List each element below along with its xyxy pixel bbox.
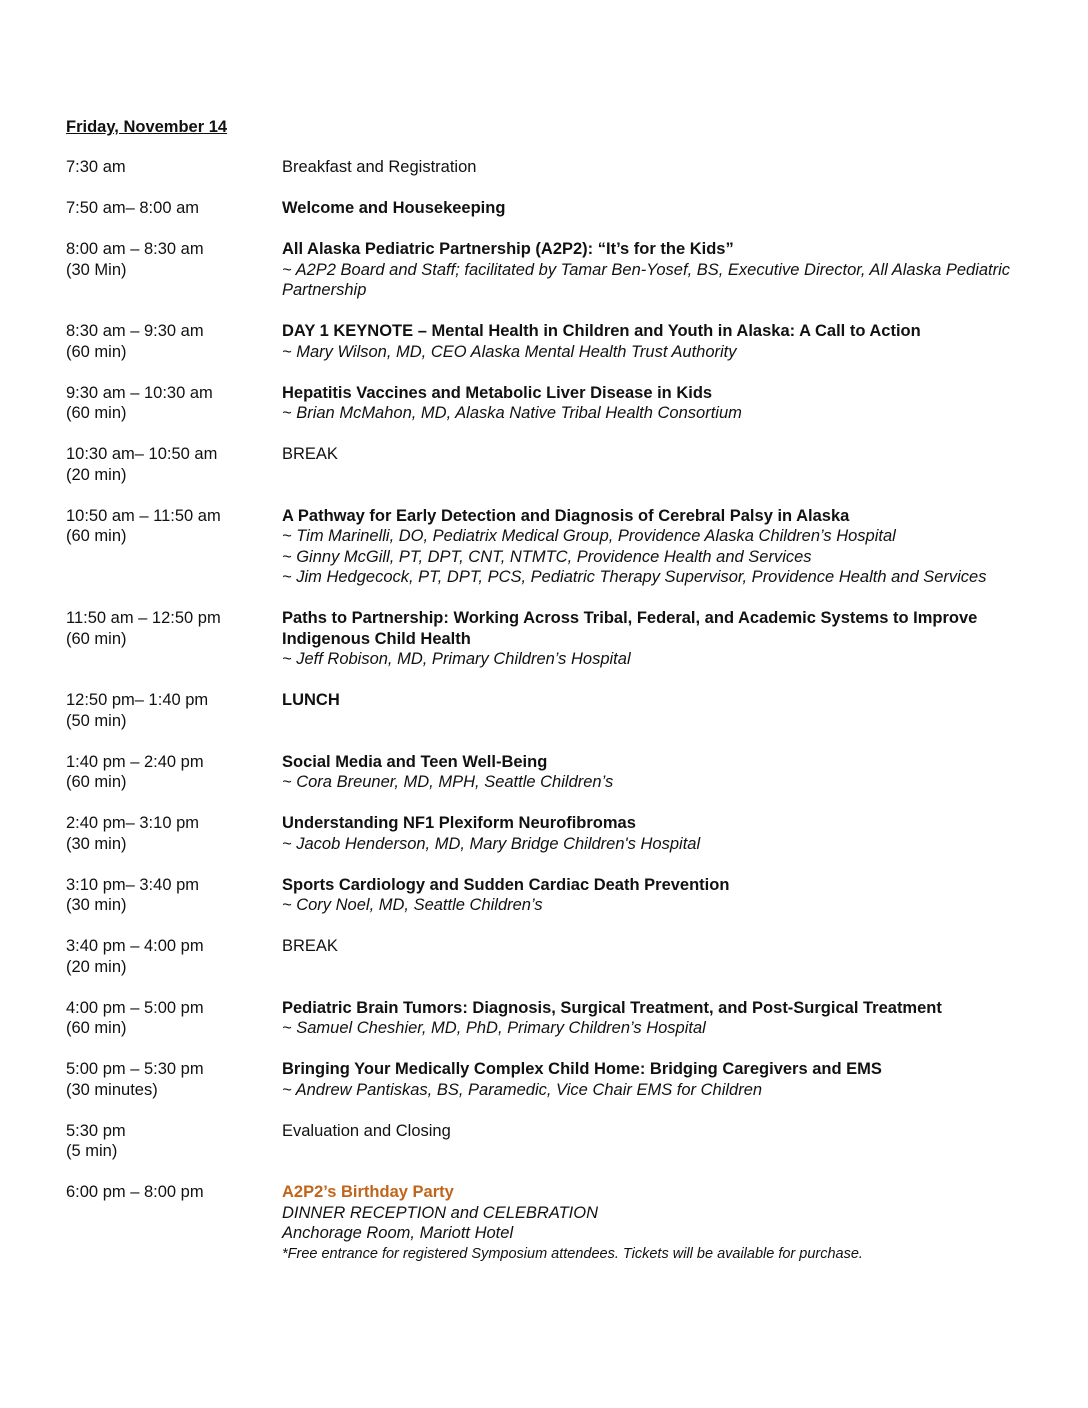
time-cell: [66, 506, 282, 588]
session-title: Sports Cardiology and Sudden Cardiac Death Prevention: [282, 875, 730, 894]
schedule-row: [66, 752, 1026, 793]
session-cell: [282, 813, 1026, 854]
time-cell: [66, 239, 282, 301]
schedule-row: [66, 690, 1026, 731]
speaker-line: ~ Brian McMahon, MD, Alaska Native Tribal Health Consortium: [282, 404, 742, 422]
time-cell: [66, 1182, 282, 1264]
session-cell: [282, 383, 1026, 424]
schedule-row: [66, 1121, 1026, 1162]
session-title: BREAK: [282, 937, 338, 955]
time-range: 10:30 am– 10:50 am: [66, 445, 218, 463]
session-title: Hepatitis Vaccines and Metabolic Liver Disease in Kids: [282, 383, 713, 402]
schedule-row: [66, 239, 1026, 301]
schedule-row: [66, 506, 1026, 588]
speaker-line: ~ Ginny McGill, PT, DPT, CNT, NTMTC, Providence Health and Services: [282, 547, 812, 566]
session-title: Understanding NF1 Plexiform Neurofibromas: [282, 814, 636, 832]
party-location: Anchorage Room, Mariott Hotel: [282, 1224, 514, 1242]
duration: (60 min): [66, 404, 127, 422]
speaker-line: ~ Cora Breuner, MD, MPH, Seattle Children’s: [282, 773, 614, 791]
speaker-line: ~ Jim Hedgecock, PT, DPT, PCS, Pediatric Therapy Supervisor, Providence Health and Services: [282, 568, 987, 586]
duration: (60 min): [66, 773, 127, 791]
time-range: 7:50 am– 8:00 am: [66, 199, 199, 217]
time-cell: [66, 1121, 282, 1162]
speaker-line: ~ Cory Noel, MD, Seattle Children’s: [282, 896, 543, 914]
schedule-row: [66, 321, 1026, 362]
duration: (30 min): [66, 834, 127, 853]
speaker-line: ~ Jeff Robison, MD, Primary Children’s Hospital: [282, 650, 631, 668]
schedule-row: [66, 1059, 1026, 1100]
session-cell: [282, 875, 1026, 916]
session-title: Breakfast and Registration: [282, 158, 477, 176]
session-title: Welcome and Housekeeping: [282, 199, 506, 217]
time-cell: [66, 875, 282, 916]
session-cell: [282, 506, 1026, 588]
speaker-line: ~ Andrew Pantiskas, BS, Paramedic, Vice Chair EMS for Children: [282, 1080, 763, 1099]
time-cell: [66, 157, 282, 178]
session-title: Evaluation and Closing: [282, 1121, 451, 1140]
session-title: All Alaska Pediatric Partnership (A2P2): “It’s for the Kids”: [282, 240, 734, 258]
session-cell: [282, 321, 1026, 362]
duration: (60 min): [66, 629, 127, 648]
time-range: 8:30 am – 9:30 am: [66, 322, 204, 340]
agenda-page: [66, 117, 1026, 1284]
time-range: 8:00 am – 8:30 am: [66, 240, 204, 258]
speaker-line: ~ A2P2 Board and Staff; facilitated by Tamar Ben-Yosef, BS, Executive Director, All Alaska Pediatric Partnership: [282, 260, 1011, 299]
time-range: 5:30 pm: [66, 1121, 126, 1140]
schedule-list: [66, 157, 1026, 1162]
duration: (30 minutes): [66, 1080, 158, 1099]
session-cell: [282, 444, 1026, 485]
party-line-1: DINNER RECEPTION and CELEBRATION: [282, 1203, 599, 1222]
time-cell: [66, 813, 282, 854]
time-range: 3:10 pm– 3:40 pm: [66, 875, 199, 894]
time-range: 1:40 pm – 2:40 pm: [66, 752, 204, 771]
time-range: 9:30 am – 10:30 am: [66, 383, 213, 402]
duration: (30 min): [66, 896, 127, 914]
session-cell: [282, 239, 1026, 301]
time-cell: [66, 608, 282, 670]
schedule-row-party: [66, 1182, 1026, 1264]
speaker-line: ~ Mary Wilson, MD, CEO Alaska Mental Health Trust Authority: [282, 342, 737, 361]
session-title: Paths to Partnership: Working Across Tribal, Federal, and Academic Systems to Improve Indigenous Child Health: [282, 609, 978, 648]
party-title: A2P2’s Birthday Party: [282, 1183, 454, 1201]
time-range: 4:00 pm – 5:00 pm: [66, 998, 204, 1017]
time-range: 2:40 pm– 3:10 pm: [66, 814, 199, 832]
time-cell: [66, 444, 282, 485]
speaker-line: ~ Tim Marinelli, DO, Pediatrix Medical Group, Providence Alaska Children’s Hospital: [282, 527, 896, 545]
schedule-row: [66, 936, 1026, 977]
time-range: 12:50 pm– 1:40 pm: [66, 691, 209, 709]
schedule-row: [66, 198, 1026, 219]
duration: (60 min): [66, 342, 127, 361]
duration: (20 min): [66, 957, 127, 976]
schedule-row: [66, 813, 1026, 854]
session-cell: [282, 1059, 1026, 1100]
duration: (30 Min): [66, 260, 127, 279]
speaker-line: ~ Jacob Henderson, MD, Mary Bridge Children's Hospital: [282, 834, 701, 853]
time-range: 5:00 pm – 5:30 pm: [66, 1060, 204, 1078]
session-cell: [282, 1182, 1026, 1264]
time-range: 11:50 am – 12:50 pm: [66, 609, 221, 627]
time-cell: [66, 198, 282, 219]
session-cell: [282, 608, 1026, 670]
duration: (5 min): [66, 1142, 118, 1160]
duration: (20 min): [66, 465, 127, 484]
session-cell: [282, 936, 1026, 977]
time-cell: [66, 690, 282, 731]
session-cell: [282, 690, 1026, 731]
duration: (60 min): [66, 1019, 127, 1037]
time-cell: [66, 936, 282, 977]
schedule-row: [66, 444, 1026, 485]
session-title: A Pathway for Early Detection and Diagnosis of Cerebral Palsy in Alaska: [282, 506, 850, 525]
session-cell: [282, 198, 1026, 219]
session-title: Social Media and Teen Well-Being: [282, 752, 548, 771]
time-range: 10:50 am – 11:50 am: [66, 506, 221, 525]
time-cell: [66, 998, 282, 1039]
session-title: BREAK: [282, 445, 338, 463]
schedule-row: [66, 383, 1026, 424]
time-range: 3:40 pm – 4:00 pm: [66, 937, 204, 955]
session-title: DAY 1 KEYNOTE – Mental Health in Children and Youth in Alaska: A Call to Action: [282, 322, 921, 340]
time-cell: [66, 383, 282, 424]
schedule-row: [66, 875, 1026, 916]
schedule-row: [66, 157, 1026, 178]
schedule-row: [66, 998, 1026, 1039]
session-cell: [282, 157, 1026, 178]
day-heading: Friday, November 14: [66, 118, 228, 136]
speaker-line: ~ Samuel Cheshier, MD, PhD, Primary Children’s Hospital: [282, 1019, 706, 1037]
session-cell: [282, 998, 1026, 1039]
duration: (50 min): [66, 711, 127, 730]
session-title: Bringing Your Medically Complex Child Home: Bridging Caregivers and EMS: [282, 1060, 882, 1078]
time-range: 6:00 pm – 8:00 pm: [66, 1183, 204, 1201]
session-cell: [282, 1121, 1026, 1162]
time-cell: [66, 1059, 282, 1100]
time-cell: [66, 321, 282, 362]
party-note: *Free entrance for registered Symposium attendees. Tickets will be available for purchase.: [282, 1245, 863, 1262]
session-title: LUNCH: [282, 691, 340, 709]
session-title: Pediatric Brain Tumors: Diagnosis, Surgical Treatment, and Post-Surgical Treatment: [282, 998, 942, 1017]
time-range: 7:30 am: [66, 158, 126, 176]
time-cell: [66, 752, 282, 793]
duration: (60 min): [66, 527, 127, 545]
schedule-row: [66, 608, 1026, 670]
session-cell: [282, 752, 1026, 793]
